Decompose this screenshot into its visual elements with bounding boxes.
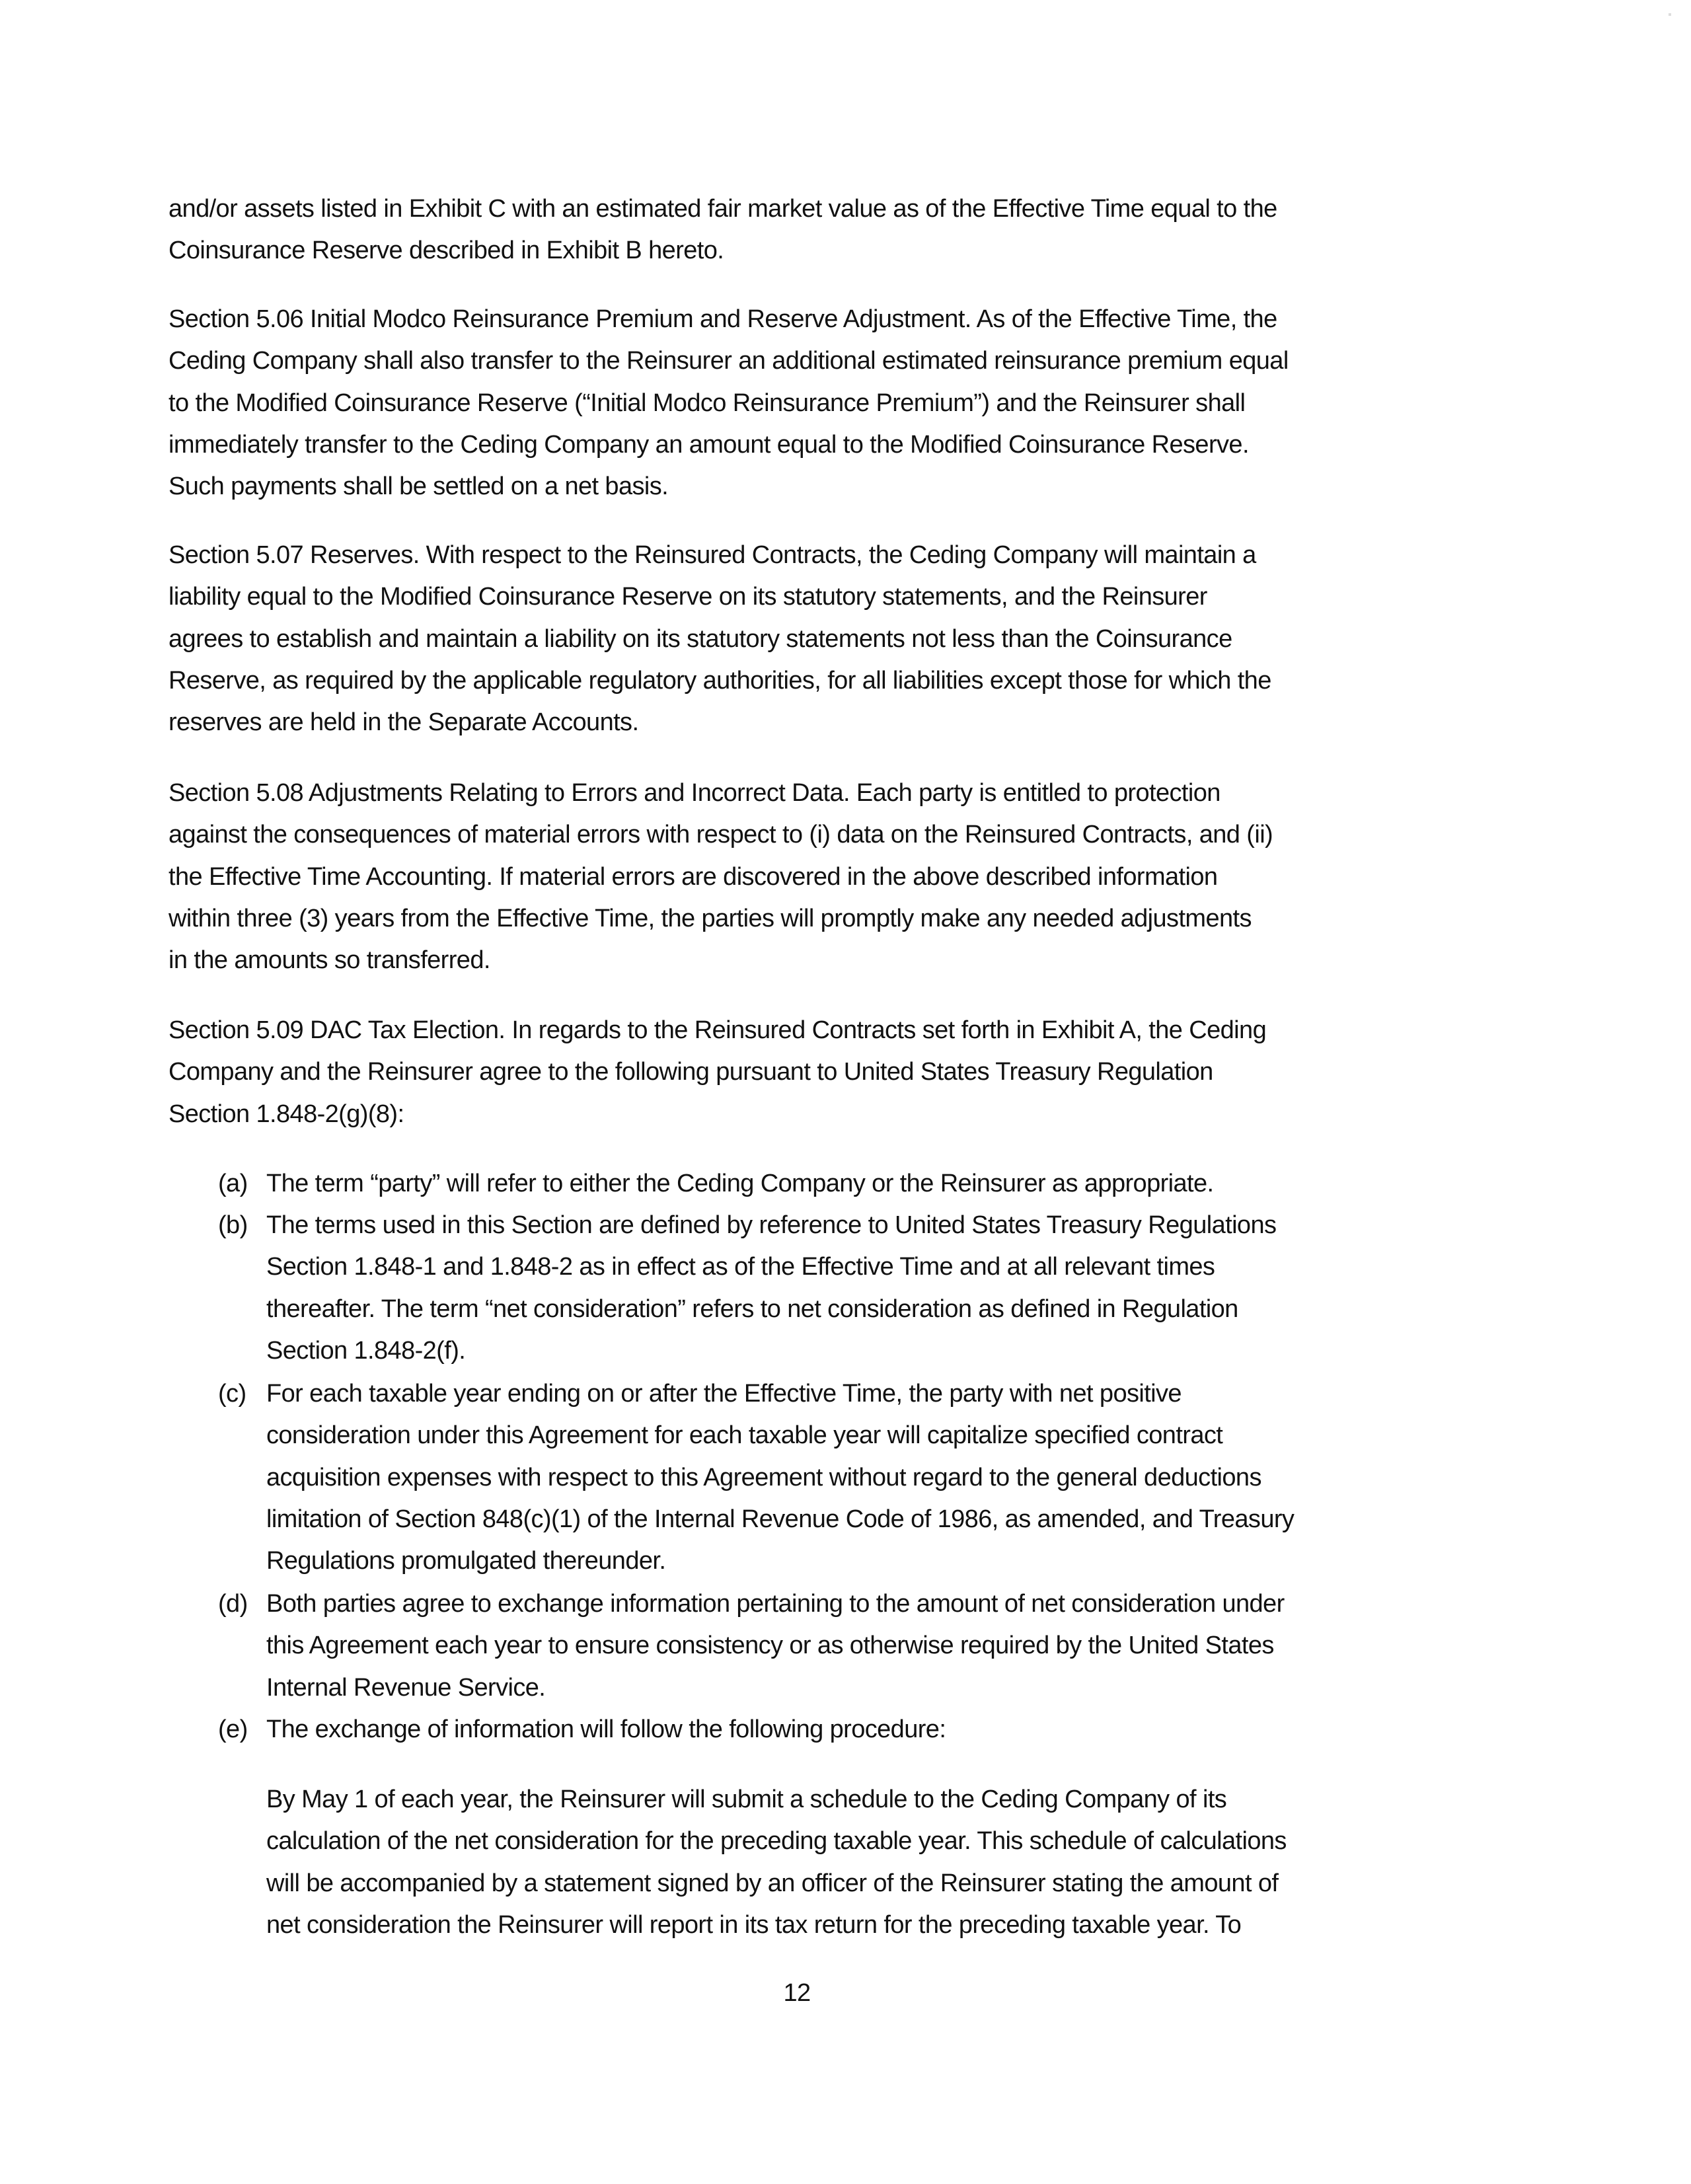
text-line: Section 1.848-2(f). [266,1336,466,1365]
list-label: (a) [218,1170,248,1197]
text-line: to the Modified Coinsurance Reserve (“Initial Modco Reinsurance Premium”) and the Reinsurer shall [169,389,1246,417]
text-line: Section 5.08 Adjustments Relating to Errors and Incorrect Data. Each party is entitled to protection [169,779,1221,807]
list-text [266,1583,1285,1709]
text-line: Regulations promulgated thereunder. [266,1547,666,1575]
text-line: Both parties agree to exchange information pertaining to the amount of net consideration under [266,1590,1285,1618]
text-line: thereafter. The term “net consideration” refers to net consideration as defined in Regulation [266,1295,1238,1323]
list-text [266,1373,1294,1582]
text-line: The exchange of information will follow the following procedure: [266,1715,946,1743]
text-line: net consideration the Reinsurer will report in its tax return for the preceding taxable year. To [266,1910,1242,1939]
list-label: (c) [218,1380,246,1408]
page-number: 12 [783,1979,811,2007]
text-line: The terms used in this Section are defined by reference to United States Treasury Regulations [266,1211,1277,1239]
list-text [266,1163,1213,1205]
text-line: liability equal to the Modified Coinsurance Reserve on its statutory statements, and the Reinsurer [169,583,1207,611]
text-line: Section 5.07 Reserves. With respect to the Reinsured Contracts, the Ceding Company will maintain a [169,541,1256,569]
list-text [266,1709,946,1751]
text-line: limitation of Section 848(c)(1) of the Internal Revenue Code of 1986, as amended, and Treasury [266,1505,1295,1533]
text-line: Reserve, as required by the applicable regulatory authorities, for all liabilities except those for which the [169,666,1271,695]
text-line: Coinsurance Reserve described in Exhibit B hereto. [169,237,724,265]
section-5-07 [169,535,1271,743]
scan-speck [1669,13,1671,16]
list-label: (b) [218,1211,248,1239]
text-line: and/or assets listed in Exhibit C with an estimated fair market value as of the Effective Time equal to the [169,195,1277,223]
text-line: this Agreement each year to ensure consistency or as otherwise required by the United States [266,1632,1274,1660]
text-line: will be accompanied by a statement signed by an officer of the Reinsurer stating the amount of [266,1869,1279,1897]
text-line: For each taxable year ending on or after the Effective Time, the party with net positive [266,1380,1182,1408]
list-label: (d) [218,1590,248,1618]
text-line: agrees to establish and maintain a liability on its statutory statements not less than the Coinsurance [169,624,1232,653]
text-line: Such payments shall be settled on a net basis. [169,472,669,501]
paragraph-exhibit-c [169,188,1277,272]
text-line: against the consequences of material errors with respect to (i) data on the Reinsured Contracts, and (ii) [169,821,1273,849]
section-5-09 [169,1010,1266,1135]
list-text [266,1205,1276,1372]
procedure-paragraph [266,1779,1287,1946]
text-line: The term “party” will refer to either the Ceding Company or the Reinsurer as appropriate. [266,1170,1214,1197]
text-line: immediately transfer to the Ceding Company an amount equal to the Modified Coinsurance Reserve. [169,430,1249,459]
text-line: Ceding Company shall also transfer to the Reinsurer an additional estimated reinsurance premium equal [169,347,1289,375]
text-line: Section 5.09 DAC Tax Election. In regards to the Reinsured Contracts set forth in Exhibit A, the Ceding [169,1016,1267,1044]
text-line: By May 1 of each year, the Reinsurer will submit a schedule to the Ceding Company of its [266,1786,1227,1813]
text-line: consideration under this Agreement for each taxable year will capitalize specified contract [266,1421,1223,1450]
section-5-08 [169,772,1273,981]
text-line: Section 5.06 Initial Modco Reinsurance Premium and Reserve Adjustment. As of the Effective Time, the [169,305,1277,333]
text-line: Company and the Reinsurer agree to the following pursuant to United States Treasury Regulation [169,1058,1213,1086]
text-line: in the amounts so transferred. [169,946,490,975]
text-line: Section 1.848-2(g)(8): [169,1100,404,1128]
text-line: within three (3) years from the Effective Time, the parties will promptly make any needed adjustments [169,904,1252,932]
text-line: the Effective Time Accounting. If material errors are discovered in the above described information [169,862,1218,891]
list-label: (e) [218,1715,248,1743]
text-line: Section 1.848-1 and 1.848-2 as in effect as of the Effective Time and at all relevant times [266,1253,1215,1281]
text-line: acquisition expenses with respect to this Agreement without regard to the general deductions [266,1463,1261,1491]
text-line: calculation of the net consideration for the preceding taxable year. This schedule of calculations [266,1827,1287,1856]
section-5-06 [169,299,1289,508]
text-line: Internal Revenue Service. [266,1673,546,1702]
text-line: reserves are held in the Separate Accounts. [169,708,639,737]
